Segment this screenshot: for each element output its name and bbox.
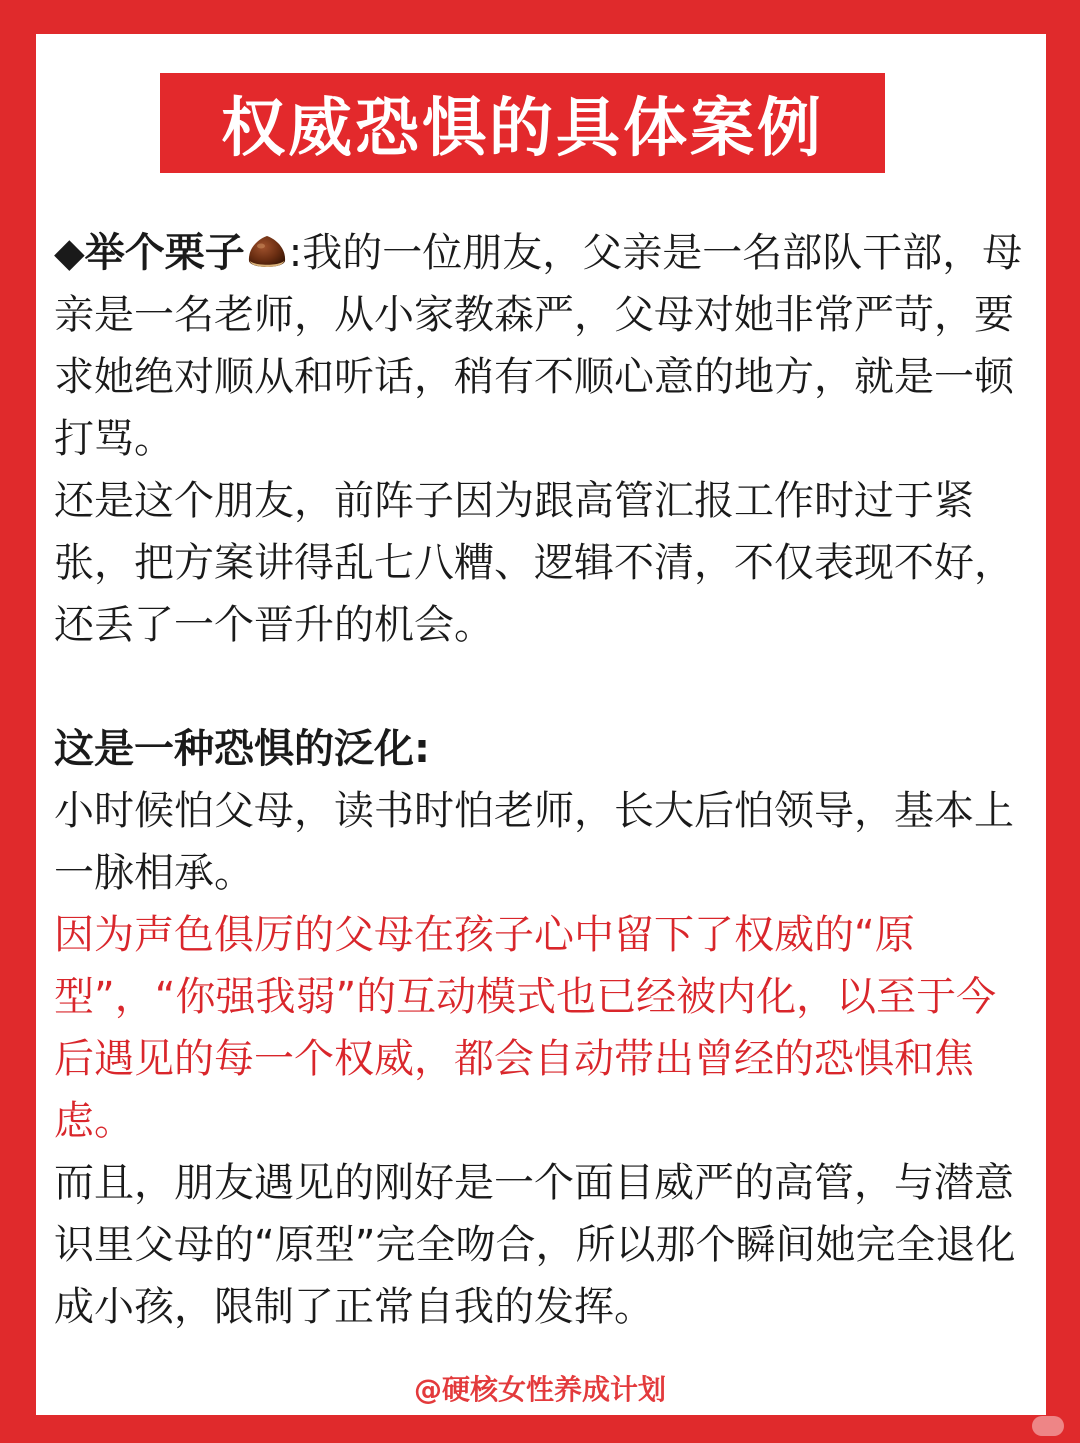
page-title: 权威恐惧的具体案例 bbox=[221, 92, 824, 166]
title-banner bbox=[160, 73, 885, 173]
highlight-paragraph: 因为声色俱厉的父母在孩子心中留下了权威的“原型”，“你强我弱”的互动模式也已经被内化，以至于今后遇见的每一个权威，都会自动带出曾经的恐惧和焦虑。 bbox=[54, 912, 997, 1144]
author-handle: @硬核女性养成计划 bbox=[413, 1373, 666, 1406]
article-body bbox=[54, 222, 1029, 1338]
example-text: 我的一位朋友，父亲是一名部队干部，母亲是一名老师，从小家教森严，父母对她非常严苛，要求她绝对顺从和听话，稍有不顺心意的地方，就是一顿打骂。 bbox=[54, 230, 1023, 462]
example-paragraph bbox=[54, 222, 1029, 470]
chestnut-icon bbox=[247, 234, 287, 272]
example-label: 举个栗子 bbox=[84, 230, 245, 276]
paragraph-4: 而且，朋友遇见的刚好是一个面目威严的高管，与潜意识里父母的“原型”完全吻合，所以那个瞬间她完全退化成小孩，限制了正常自我的发挥。 bbox=[54, 1160, 1016, 1330]
paragraph-3: 小时候怕父母，读书时怕老师，长大后怕领导，基本上一脉相承。 bbox=[54, 788, 1014, 896]
paragraph-2: 还是这个朋友，前阵子因为跟高管汇报工作时过于紧张，把方案讲得乱七八糟、逻辑不清，不仅表现不好，还丢了一个晋升的机会。 bbox=[54, 478, 1014, 648]
watermark-badge bbox=[1032, 1416, 1064, 1436]
example-colon: : bbox=[288, 230, 303, 276]
diamond-bullet-icon: ◆ bbox=[54, 230, 85, 276]
spacer bbox=[54, 656, 1029, 718]
section-heading: 这是一种恐惧的泛化: bbox=[54, 726, 430, 772]
